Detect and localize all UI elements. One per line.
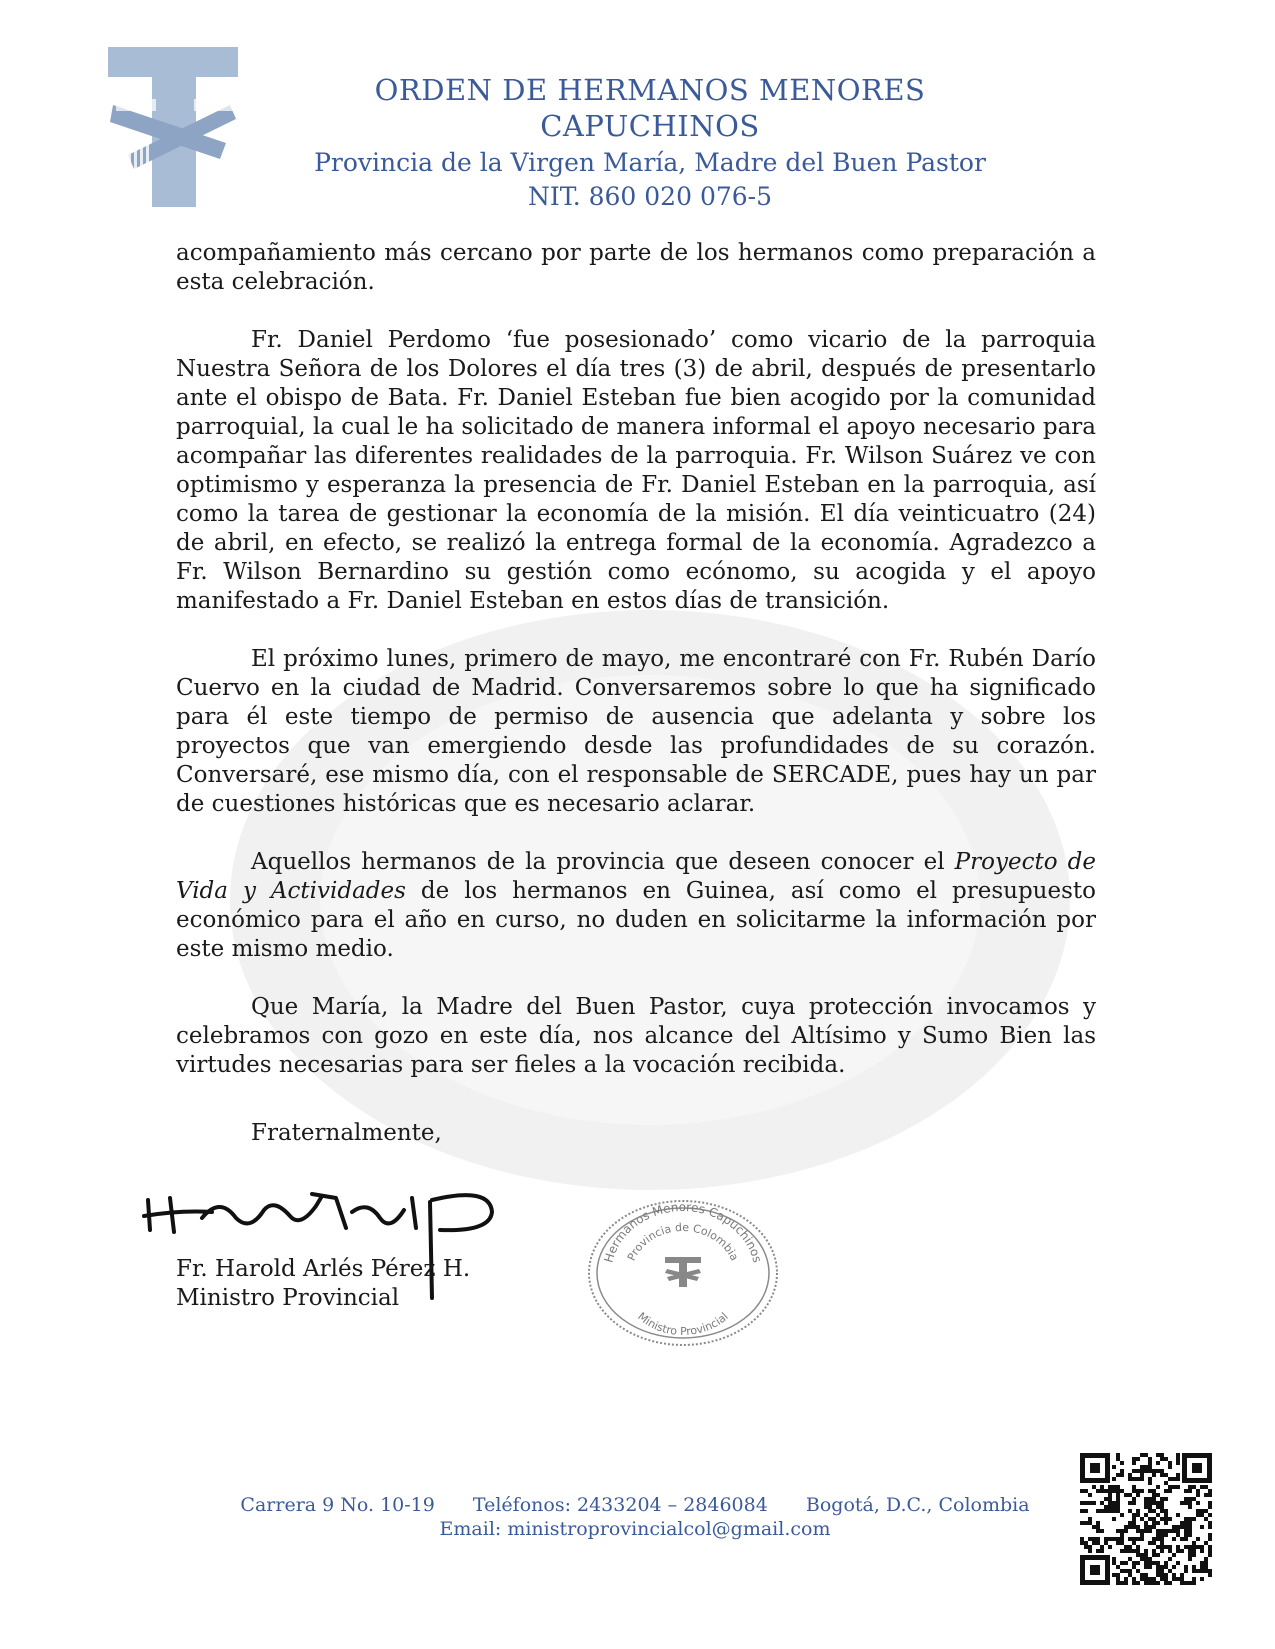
svg-text:Provincia de Colombia (625, 1221, 741, 1263)
seal-middle-text: Provincia de Colombia (624, 1220, 742, 1263)
footer-contact-line (200, 1493, 1070, 1517)
order-name: ORDEN DE HERMANOS MENORES CAPUCHINOS (374, 73, 926, 143)
signer-role: Ministro Provincial (176, 1285, 400, 1311)
official-seal (583, 1195, 783, 1350)
letter-body (176, 239, 1096, 1148)
paragraph-blessing: Que María, la Madre del Buen Pastor, cuya protección invocamos y celebramos con gozo en este día, nos alcance del Altísimo y Sumo Bien las virtudes necesarias para ser fieles a la vocación recibida. (176, 994, 1096, 1078)
paragraph-proyecto-start: Aquellos hermanos de la provincia que deseen conocer el (251, 849, 955, 875)
qr-code (1080, 1453, 1212, 1585)
paragraph-madrid: El próximo lunes, primero de mayo, me encontraré con Fr. Rubén Darío Cuervo en la ciudad de Madrid. Conversaremos sobre lo que ha significado para él este tiempo de permiso de ausencia que adelanta y sobre los proyectos que van emergiendo desde las profundidades de su corazón. Conversaré, ese mismo día, con el responsable de SERCADE, pues hay un par de cuestiones históricas que es necesario aclarar. (176, 646, 1096, 817)
footer-phones: Teléfonos: 2433204 – 2846084 (472, 1494, 768, 1516)
province-name: Provincia de la Virgen María, Madre del Buen Pastor (314, 148, 986, 177)
footer-address: Carrera 9 No. 10-19 (240, 1494, 435, 1516)
footer-email: Email: ministroprovincialcol@gmail.com (439, 1518, 831, 1540)
signer-block (176, 1255, 470, 1313)
capuchin-tau-logo (108, 47, 248, 207)
seal-top-text: Hermanos Menores Capuchinos (601, 1199, 765, 1265)
signer-name: Fr. Harold Arlés Pérez H. (176, 1256, 471, 1282)
paragraph-continued: acompañamiento más cercano por parte de los hermanos como preparación a esta celebración. (176, 240, 1096, 295)
letterhead (280, 72, 1020, 214)
letterhead-footer (200, 1493, 1070, 1541)
paragraph-proyecto-end: de los hermanos en Guinea, así como el presupuesto económico para el año en curso, no duden en solicitarme la información por este mismo medio. (176, 878, 1096, 962)
footer-city: Bogotá, D.C., Colombia (805, 1494, 1030, 1516)
seal-tau-icon (665, 1257, 701, 1287)
nit-number: NIT. 860 020 076-5 (527, 182, 773, 211)
paragraph-proyecto-title: Proyecto de Vida y Actividades (176, 849, 1096, 904)
paragraph-vicario: Fr. Daniel Perdomo ‘fue posesionado’ como vicario de la parroquia Nuestra Señora de los Dolores el día tres (3) de abril, después de presentarlo ante el obispo de Bata. Fr. Daniel Esteban fue bien acogido por la comunidad parroquial, la cual le ha solicitado de manera informal el apoyo necesario para acompañar las diferentes realidades de la parroquia. Fr. Wilson Suárez ve con optimismo y esperanza la presencia de Fr. Daniel Esteban en la parroquia, así como la tarea de gestionar la economía de la misión. El día veinticuatro (24) de abril, en efecto, se realizó la entrega formal de la economía. Agradezco a Fr. Wilson Bernardino su gestión como ecónomo, su acogida y el apoyo manifestado a Fr. Daniel Esteban en estos días de transición. (176, 327, 1096, 614)
paragraph-proyecto (176, 848, 1096, 964)
closing-salutation: Fraternalmente, (251, 1120, 442, 1146)
seal-bottom-text: Ministro Provincial (635, 1309, 731, 1339)
